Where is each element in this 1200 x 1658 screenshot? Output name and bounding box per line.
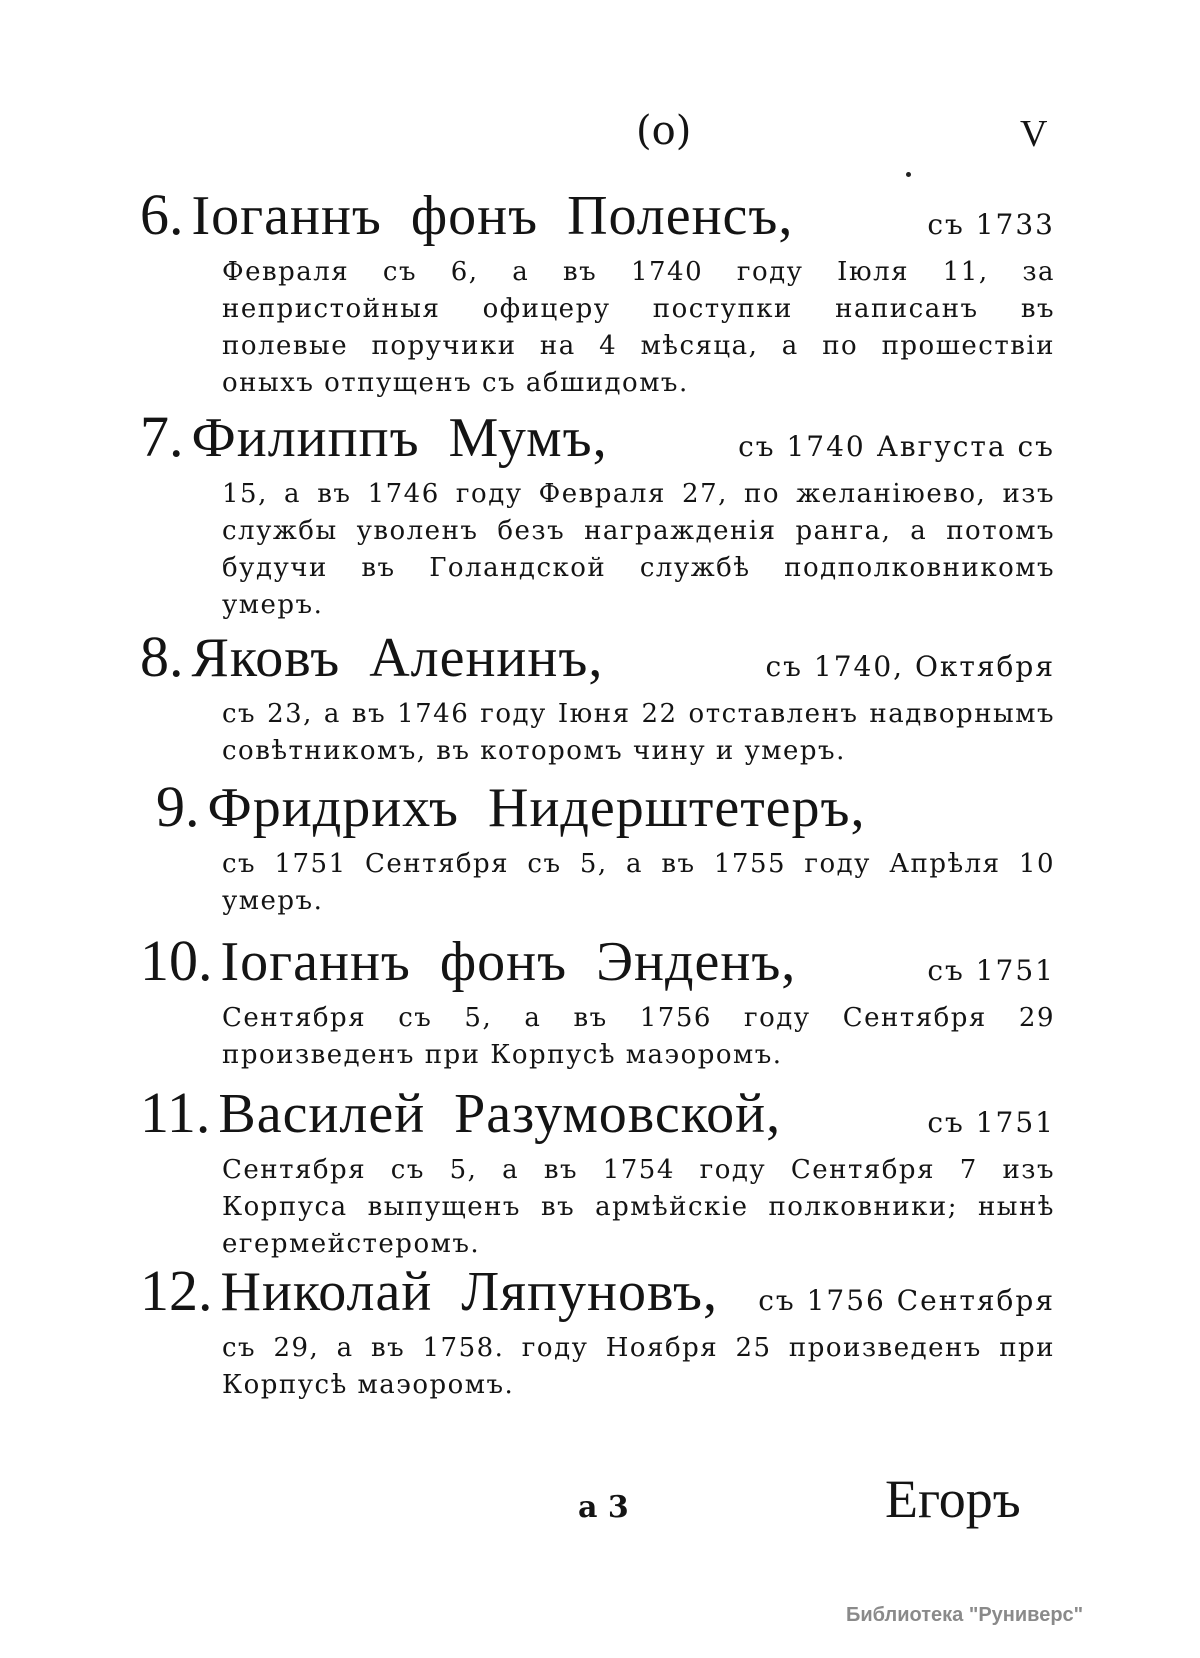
entry-body: съ 29, а въ 1758. году Ноября 25 произведенъ при Корпусѣ маэоромъ. xyxy=(222,1333,1055,1400)
entry-start: съ 1733 xyxy=(927,208,1055,241)
entry-head xyxy=(140,928,1055,993)
entry-12 xyxy=(140,1258,1055,1404)
entry-number: 10. xyxy=(140,928,213,993)
entry-number: 11. xyxy=(140,1080,211,1145)
entry-name: Василей Разумовской, xyxy=(218,1083,782,1145)
entry-start: съ 1740, Октября xyxy=(765,650,1055,683)
entry-body: съ 23, а въ 1746 году Іюня 22 отставленъ надворнымъ совѣтникомъ, въ которомъ чину и умеръ. xyxy=(222,699,1055,766)
entry-number: 12. xyxy=(140,1258,213,1323)
entry-body: 15, а въ 1746 году Февраля 27, по желаніюево, изъ службы уволенъ безъ награжденія ранга, а потомъ будучи въ Голандской службѣ подполковникомъ умеръ. xyxy=(222,479,1055,620)
entry-number: 9. xyxy=(156,774,200,839)
entry-head xyxy=(140,404,1055,469)
library-watermark: Библиотека "Руниверс" xyxy=(846,1604,1084,1626)
entry-number: 8. xyxy=(140,624,184,689)
entry-start: съ 1740 Августа съ xyxy=(738,430,1055,463)
entry-head xyxy=(140,1258,1055,1323)
entry-7 xyxy=(140,404,1055,624)
ink-speck xyxy=(906,172,911,177)
entry-body: Сентября съ 5, а въ 1754 году Сентября 7 изъ Корпуса выпущенъ въ армѣйскіе полковники; нынѣ егермейстеромъ. xyxy=(222,1155,1055,1259)
entry-6 xyxy=(140,182,1055,402)
entry-number: 7. xyxy=(140,404,184,469)
entry-start: съ 1756 Сентября xyxy=(758,1284,1055,1317)
entry-name: Николай Ляпуновъ, xyxy=(220,1261,718,1323)
entry-body: Февраля съ 6, а въ 1740 году Іюля 11, за непристойныя офицеру поступки написанъ въ полевые поручики на 4 мѣсяца, а по прошествіи оныхъ отпущенъ съ абшидомъ. xyxy=(222,257,1055,398)
entry-9 xyxy=(156,774,1055,920)
entry-body: съ 1751 Сентября съ 5, а въ 1755 году Апрѣля 10 умеръ. xyxy=(222,849,1055,916)
catchword: Егоръ xyxy=(885,1469,1021,1529)
entry-start: съ 1751 xyxy=(927,1106,1055,1139)
page-number: (o) xyxy=(636,108,692,154)
entry-head xyxy=(140,624,1055,689)
entry-number: 6. xyxy=(140,182,184,247)
entry-name: Фридрихъ Нидерштетеръ, xyxy=(207,777,866,839)
signature-mark: V xyxy=(1020,113,1048,155)
catchword-signature: a 3 xyxy=(578,1490,629,1525)
entry-head xyxy=(140,1080,1055,1145)
entry-body: Сентября съ 5, а въ 1756 году Сентября 29 произведенъ при Корпусѣ маэоромъ. xyxy=(222,1003,1055,1070)
entry-name: Іоганнъ фонъ Поленсъ, xyxy=(191,185,794,247)
entry-head xyxy=(156,774,1055,839)
entry-head xyxy=(140,182,1055,247)
entry-8 xyxy=(140,624,1055,770)
entry-name: Яковъ Аленинъ, xyxy=(191,627,604,689)
entry-name: Іоганнъ фонъ Энденъ, xyxy=(220,931,797,993)
entry-start: съ 1751 xyxy=(927,954,1055,987)
entry-11 xyxy=(140,1080,1055,1263)
entry-name: Филиппъ Мумъ, xyxy=(191,407,608,469)
entry-10 xyxy=(140,928,1055,1074)
